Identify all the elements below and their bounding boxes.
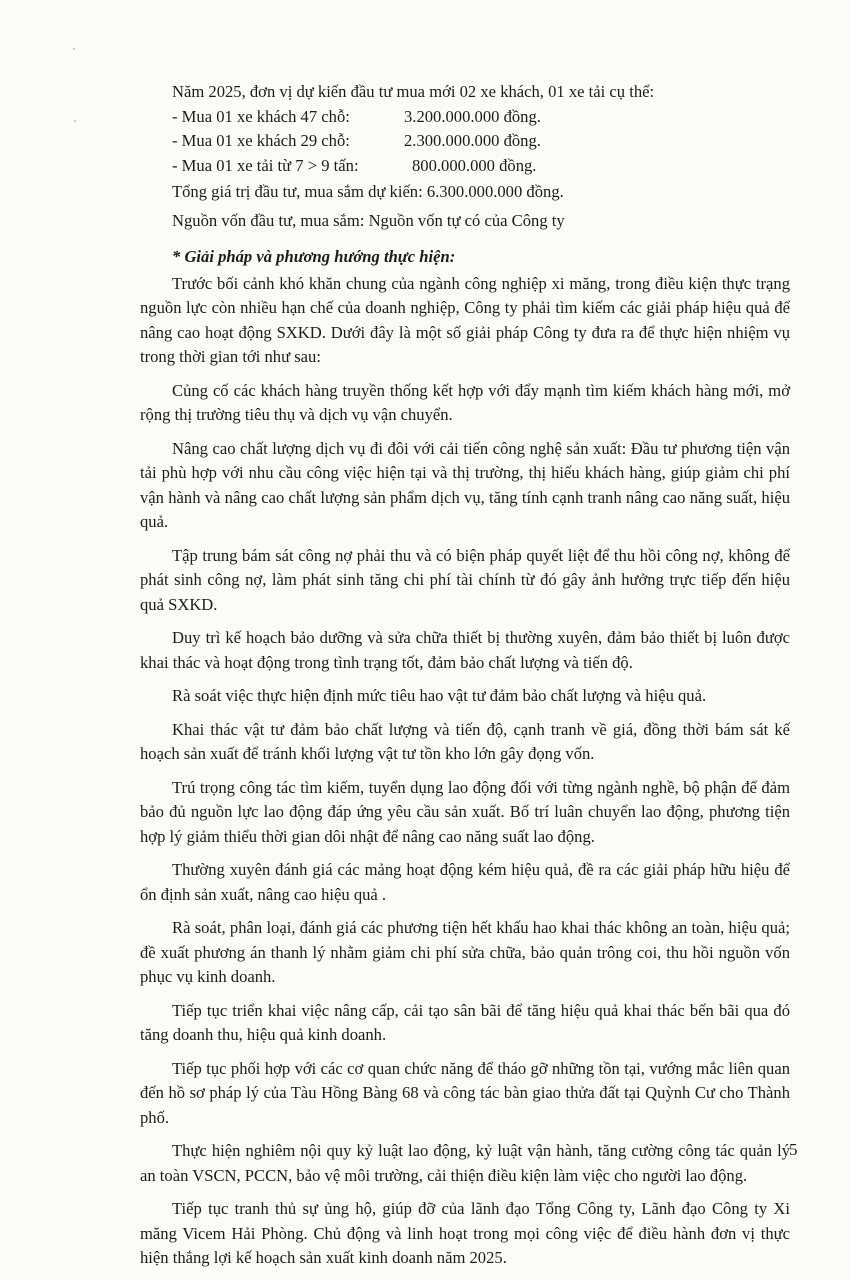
solution-paragraph: Trước bối cảnh khó khăn chung của ngành công nghiệp xi măng, trong điều kiện thực trạng nguồn lực còn nhiều hạn chế của doanh nghiệp, Công ty phải tìm kiếm các giải pháp hiệu quả để nâng cao hoạt động SXKD. Dưới đây là một số giải pháp Công ty đưa ra để thực hiện nhiệm vụ trong thời gian tới như sau: — [140, 273, 790, 366]
solution-paragraph: Khai thác vật tư đảm bảo chất lượng và tiến độ, cạnh tranh về giá, đồng thời bám sát kế hoạch sản xuất để tránh khối lượng vật tư tồn kho lớn gây đọng vốn. — [140, 719, 790, 763]
page-number: 5 — [789, 1140, 798, 1159]
investment-item — [140, 105, 790, 130]
investment-item — [140, 154, 790, 179]
solution-paragraph: Rà soát việc thực hiện định mức tiêu hao vật tư đảm bảo chất lượng và hiệu quả. — [172, 686, 707, 705]
solution-paragraph: Nâng cao chất lượng dịch vụ đi đôi với cải tiến công nghệ sản xuất: Đầu tư phương tiện vận tải phù hợp với nhu cầu công việc hiện tại và thị trường, thị hiếu khách hàng, giúp giảm chi phí vận hành và nâng cao chất lượng sản phẩm dịch vụ, tăng tính cạnh tranh nâng cao năng suất, hiệu quả. — [140, 438, 790, 531]
investment-intro: Năm 2025, đơn vị dự kiến đầu tư mua mới 02 xe khách, 01 xe tải cụ thể: — [172, 82, 655, 101]
investment-item-value: 3.200.000.000 đồng. — [404, 106, 541, 126]
solution-paragraph: Duy trì kế hoạch bảo dưỡng và sửa chữa thiết bị thường xuyên, đảm bảo thiết bị luôn được khai thác và hoạt động trong tình trạng tốt, đảm bảo chất lượng và tiến độ. — [140, 628, 790, 672]
investment-item-label: - Mua 01 xe khách 29 chỗ: — [172, 131, 350, 150]
investment-item-value: 800.000.000 đồng. — [412, 155, 537, 175]
solution-paragraph: Tiếp tục triển khai việc nâng cấp, cải tạo sân bãi để tăng hiệu quả khai thác bến bãi qua đó tăng doanh thu, hiệu quả kinh doanh. — [140, 1000, 790, 1044]
investment-item-value: 2.300.000.000 đồng. — [404, 131, 541, 150]
investment-item-label: - Mua 01 xe tải từ 7 > 9 tấn: — [172, 155, 359, 175]
solution-paragraph: Tập trung bám sát công nợ phải thu và có biện pháp quyết liệt để thu hồi công nợ, không để phát sinh công nợ, làm phát sinh tăng chi phí tài chính từ đó gây ảnh hưởng trực tiếp đến hiệu quả SXKD. — [140, 545, 790, 614]
funding-source: Nguồn vốn đầu tư, mua sắm: Nguồn vốn tự có của Công ty — [172, 210, 565, 230]
investment-item-label: - Mua 01 xe khách 47 chỗ: — [172, 106, 350, 126]
solution-paragraph: Rà soát, phân loại, đánh giá các phương tiện hết khấu hao khai thác không an toàn, hiệu quả; đề xuất phương án thanh lý nhằm giảm chi phí sửa chữa, bảo quản trông coi, thu hồi nguồn vốn phục vụ kinh doanh. — [140, 918, 790, 986]
solution-paragraph: Tiếp tục phối hợp với các cơ quan chức năng để tháo gỡ những tồn tại, vướng mắc liên quan đến hồ sơ pháp lý của Tàu Hồng Bàng 68 và công tác bàn giao thửa đất tại Quỳnh Cư cho Thành phố. — [140, 1058, 790, 1127]
solution-paragraph: Tiếp tục tranh thủ sự ủng hộ, giúp đỡ của lãnh đạo Tổng Công ty, Lãnh đạo Công ty Xi măng Vicem Hải Phòng. Chủ động và linh hoạt trong mọi công việc để điều hành đơn vị thực hiện thắng lợi kế hoạch sản xuất kinh doanh năm 2025. — [140, 1199, 790, 1267]
solution-paragraph: Trú trọng công tác tìm kiếm, tuyển dụng lao động đối với từng ngành nghề, bộ phận để đảm bảo đủ nguồn lực lao động đáp ứng yêu cầu sản xuất. Bố trí luân chuyển lao động, phương tiện hợp lý giảm thiểu thời gian dôi nhật để nâng cao năng suất lao động. — [140, 777, 790, 846]
investment-total: Tổng giá trị đầu tư, mua sắm dự kiến: 6.300.000.000 đồng. — [172, 182, 564, 201]
page-content — [140, 80, 790, 1280]
solution-paragraph: Thực hiện nghiêm nội quy kỷ luật lao động, kỷ luật vận hành, tăng cường công tác quản lý an toàn VSCN, PCCN, bảo vệ môi trường, cải thiện điều kiện làm việc cho người lao động. — [140, 1141, 790, 1185]
scan-speck — [74, 120, 76, 122]
scan-speck — [73, 48, 75, 50]
solution-paragraph: Thường xuyên đánh giá các mảng hoạt động kém hiệu quả, đề ra các giải pháp hữu hiệu để ổn định sản xuất, nâng cao hiệu quả . — [140, 860, 790, 904]
solution-paragraph: Củng cố các khách hàng truyền thống kết hợp với đẩy mạnh tìm kiếm khách hàng mới, mở rộng thị trường tiêu thụ và dịch vụ vận chuyển. — [140, 380, 790, 424]
investment-item — [140, 129, 790, 154]
section-heading: * Giải pháp và phương hướng thực hiện: — [172, 247, 456, 266]
